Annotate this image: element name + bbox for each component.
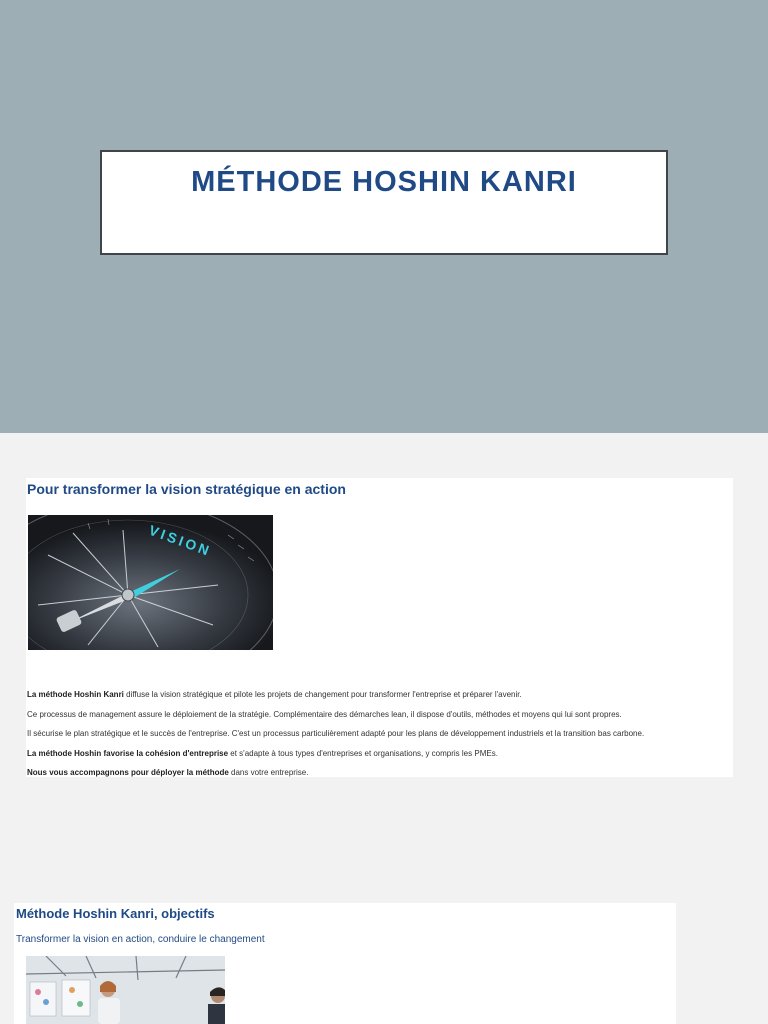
paragraph-2: Ce processus de management assure le déploiement de la stratégie. Complémentaire des démarches lean, il dispose d'outils, méthodes et moyens qui lui sont propres. <box>27 709 622 719</box>
title-slide <box>0 0 768 433</box>
paragraph-4: La méthode Hoshin favorise la cohésion d'entreprise et s'adapte à tous types d'entreprises et organisations, y compris les PMEs. <box>27 748 498 758</box>
office-meeting-image <box>26 956 225 1024</box>
page-title: MÉTHODE HOSHIN KANRI <box>191 166 577 198</box>
title-box <box>100 150 668 255</box>
compass-icon <box>28 515 273 650</box>
objectives-panel <box>14 903 676 1024</box>
vision-image-text: VISION <box>146 521 214 560</box>
paragraph-1: La méthode Hoshin Kanri diffuse la vision stratégique et pilote les projets de changement pour transformer l'entreprise et préparer l'avenir. <box>27 690 522 699</box>
vision-heading: Pour transformer la vision stratégique en action <box>27 481 346 497</box>
paragraph-5: Nous vous accompagnons pour déployer la méthode dans votre entreprise. <box>27 768 309 777</box>
paragraph-3: Il sécurise le plan stratégique et le succès de l'entreprise. C'est un processus particulièrement adapté pour les plans de développement industriels et la transition bas carbone. <box>27 729 645 738</box>
compass-vision-image <box>28 515 273 650</box>
objectives-subheading: Transformer la vision en action, conduire le changement <box>16 934 265 945</box>
vision-panel <box>26 478 733 777</box>
objectives-heading: Méthode Hoshin Kanri, objectifs <box>16 906 215 921</box>
vision-paragraphs <box>27 690 732 788</box>
meeting-photo-icon <box>26 956 225 1024</box>
